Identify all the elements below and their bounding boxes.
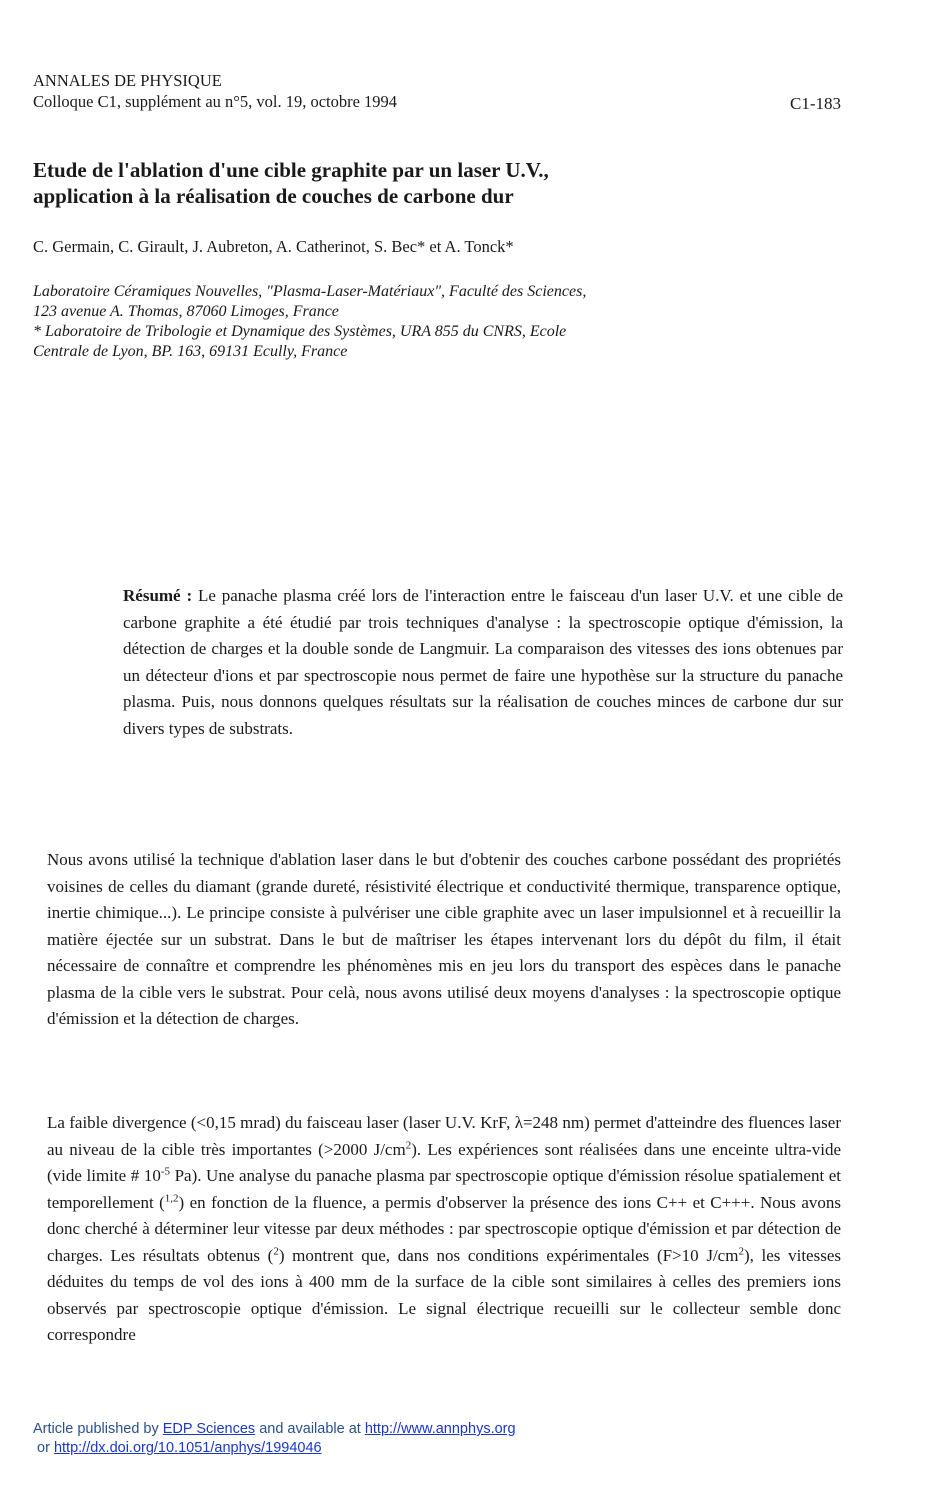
superscript: -5	[160, 1165, 170, 1178]
footer-or: or	[37, 1440, 54, 1456]
para2-text: ) montrent que, dans nos conditions expérimentales (F>10 J/cm	[278, 1245, 739, 1265]
affiliations	[33, 282, 586, 362]
para2-text: ). Les expériences sont réalisées dans une enceinte ultra-vide (vide limite # 10	[47, 1139, 841, 1185]
para2-text: Pa). Une analyse du panache plasma par spectroscopie optique d'émission résolue spatialement et temporellement (	[47, 1166, 842, 1212]
colloque-info: Colloque C1, supplément au n°5, vol. 19, octobre 1994	[33, 92, 398, 111]
title-line-1: Etude de l'ablation d'une cible graphite par un laser U.V.,	[33, 158, 549, 182]
abstract-text: Le panache plasma créé lors de l'interaction entre le faisceau d'un laser U.V. et une cible de carbone graphite a été étudié par trois techniques d'analyse : la spectroscopie optique d'émission, la détection de charges et la double sonde de Langmuir. La comparaison des vitesses des ions obtenues par un détecteur d'ions et par spectroscopie nous permet de faire une hypothèse sur la structure du panache plasma. Puis, nous donnons quelques résultats sur la réalisation de couches minces de carbone dur sur divers types de substrats.	[123, 586, 844, 738]
paper-title	[33, 157, 893, 209]
superscript: 1,2	[164, 1191, 179, 1204]
page-number: C1-183	[790, 94, 841, 113]
para2-text: ) en fonction de la fluence, a permis d'observer la présence des ions C++ et C+++. Nous avons donc cherché à déterminer leur vitesse par deux méthodes : par spectroscopie optique d'émission et par détection de charges. Les résultats obtenus (	[47, 1192, 842, 1265]
footer-line-2	[33, 1439, 516, 1458]
body-paragraph-1: Nous avons utilisé la technique d'ablation laser dans le but d'obtenir des couches carbone possédant des propriétés voisines de celles du diamant (grande dureté, résistivité électrique et conductivité thermique, transparence optique, inertie chimique...). Le principe consiste à pulvériser une cible graphite avec un laser impulsionnel et à recueillir la matière éjectée sur un substrat. Dans le but de maîtriser les étapes intervenant lors du dépôt du film, il était nécessaire de connaître et comprendre les phénomènes mis en jeu lors du transport des espèces dans le panache plasma de la cible vers le substrat. Pour celà, nous avons utilisé deux moyens d'analyses : la spectroscopie optique d'émission et la détection de charges.	[47, 850, 841, 1028]
affiliation-line: 123 avenue A. Thomas, 87060 Limoges, France	[33, 303, 339, 320]
affiliation-line: * Laboratoire de Tribologie et Dynamique des Systèmes, URA 855 du CNRS, Ecole	[33, 323, 567, 340]
affiliation-line: Laboratoire Céramiques Nouvelles, "Plasma-Laser-Matériaux", Faculté des Sciences,	[33, 283, 587, 300]
superscript: 2	[405, 1138, 412, 1151]
journal-name: ANNALES DE PHYSIQUE	[33, 71, 222, 90]
body-paragraph-2	[47, 1110, 841, 1349]
abstract	[123, 583, 843, 742]
publication-footer	[33, 1420, 516, 1458]
superscript: 2	[738, 1244, 744, 1257]
footer-prefix: Article published by	[33, 1421, 163, 1437]
authors: C. Germain, C. Girault, J. Aubreton, A. Catherinot, S. Bec* et A. Tonck*	[33, 237, 514, 256]
publisher-link[interactable]: EDP Sciences	[162, 1421, 256, 1437]
abstract-label: Résumé :	[123, 586, 193, 605]
para2-text: La faible divergence (<0,15 mrad) du faisceau laser (laser U.V. KrF, λ=248 nm) permet d'atteindre des fluences laser au niveau de la cible très importantes (>2000 J/cm	[47, 1113, 841, 1159]
title-line-2: application à la réalisation de couches de carbone dur	[33, 184, 514, 208]
superscript: 2	[273, 1244, 279, 1257]
footer-line-1	[33, 1420, 516, 1439]
site-link[interactable]: http://www.annphys.org	[364, 1421, 516, 1437]
para2-text: ), les vitesses déduites du temps de vol des ions à 400 mm de la surface de la cible sont similaires à celles des premiers ions observés par spectroscopie optique d'émission. Le signal électrique recueilli sur le collecteur semble donc correspondre	[47, 1245, 841, 1344]
affiliation-line: Centrale de Lyon, BP. 163, 69131 Ecully, France	[33, 343, 348, 360]
footer-middle: and available at	[255, 1421, 365, 1437]
doi-link[interactable]: http://dx.doi.org/10.1051/anphys/1994046	[53, 1440, 322, 1456]
